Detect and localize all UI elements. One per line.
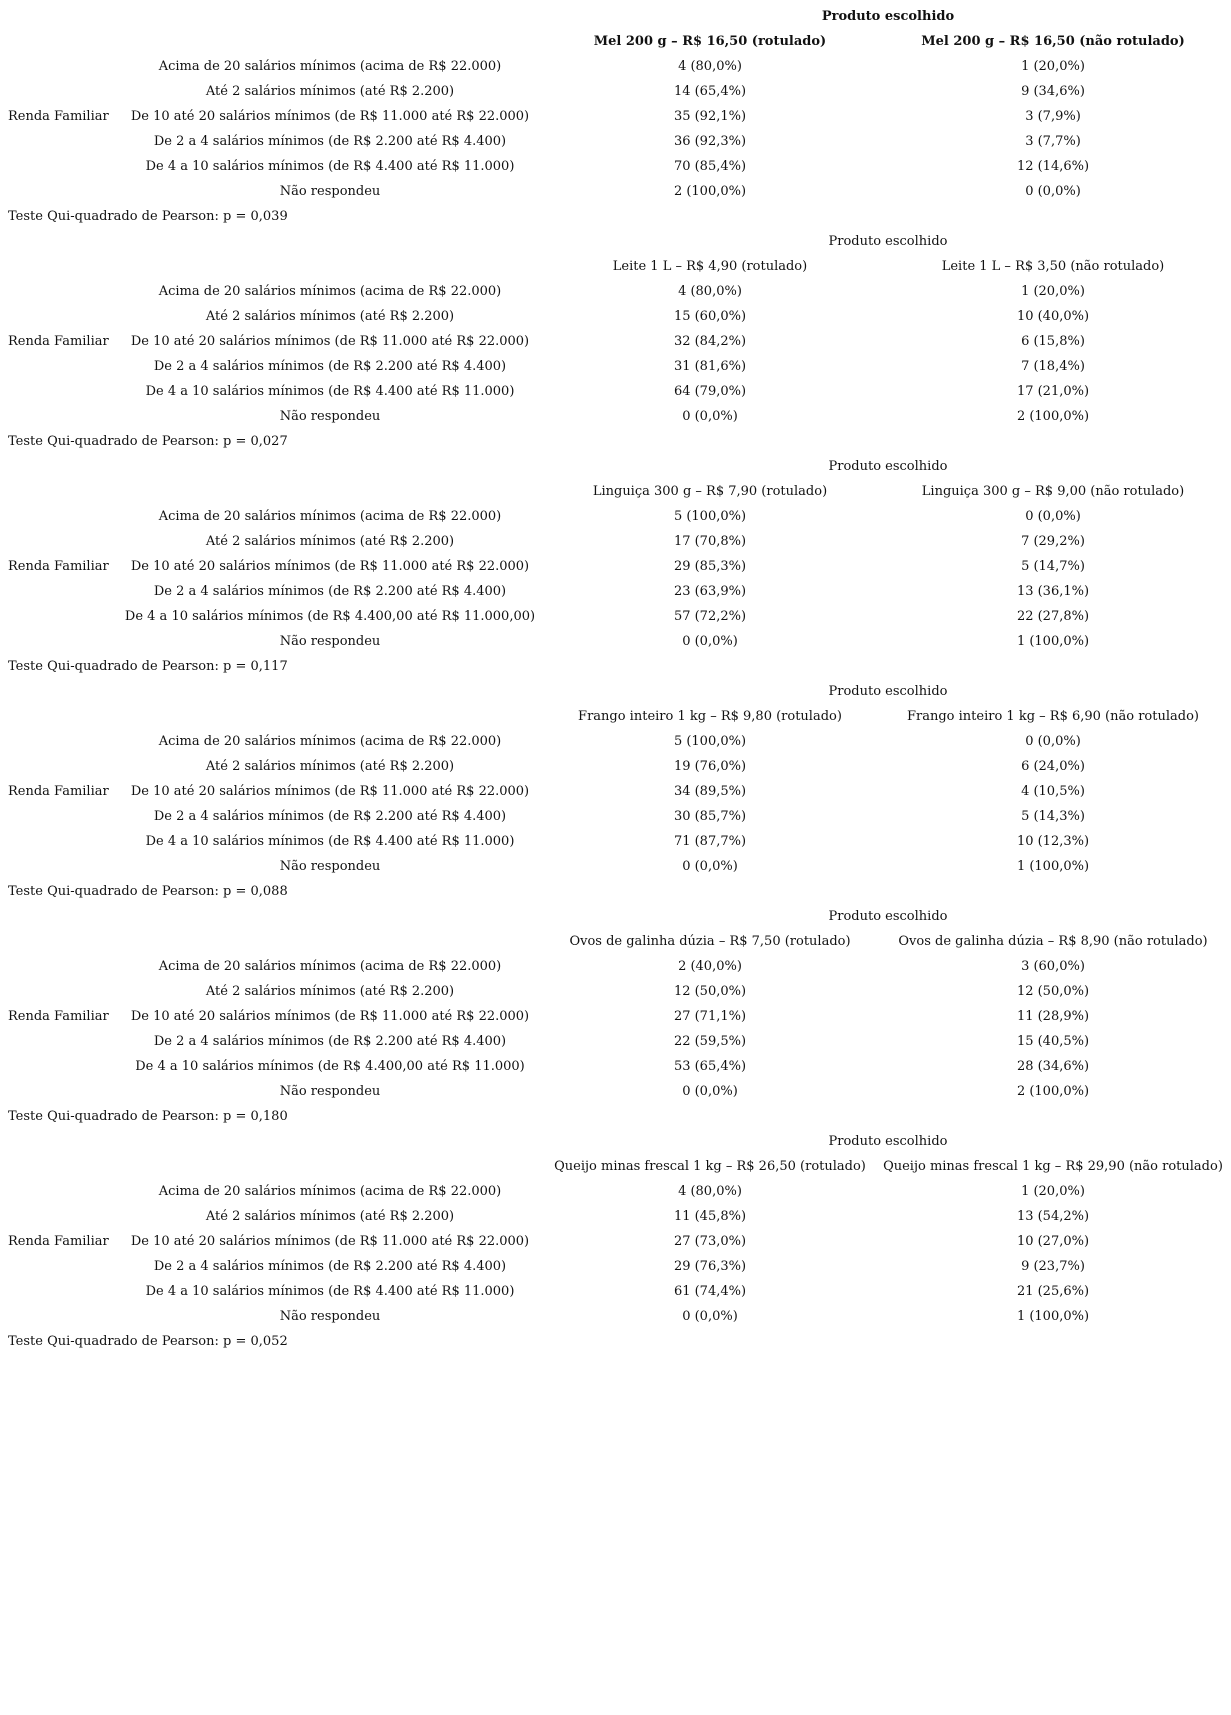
column-header-row [0,1154,1231,1179]
column-header-labeled: Frango inteiro 1 kg – R$ 9,80 (rotulado) [578,709,842,724]
cell-labeled: 57 (72,2%) [673,609,747,624]
cell-labeled: 23 (63,9%) [673,584,747,599]
cell-unlabeled: 12 (14,6%) [1016,159,1090,174]
table-row [0,979,1231,1004]
row-category: Até 2 salários mínimos (até R$ 2.200) [205,534,455,549]
row-category: Até 2 salários mínimos (até R$ 2.200) [205,984,455,999]
row-category: Não respondeu [279,634,381,649]
table-row [0,79,1231,104]
table-row [0,354,1231,379]
cell-labeled: 4 (80,0%) [678,1184,742,1199]
table-row [0,1204,1231,1229]
crosstab-table [0,679,1231,904]
crosstab-table [0,229,1231,454]
cell-labeled: 0 (0,0%) [682,634,738,649]
column-header-unlabeled: Frango inteiro 1 kg – R$ 6,90 (não rotulado) [907,709,1199,724]
table-row [0,1029,1231,1054]
crosstab-table [0,4,1231,229]
table-row [0,379,1231,404]
row-category: Até 2 salários mínimos (até R$ 2.200) [205,84,455,99]
column-header-unlabeled: Linguiça 300 g – R$ 9,00 (não rotulado) [921,484,1185,499]
cell-unlabeled: 1 (20,0%) [1021,1184,1085,1199]
row-category: De 2 a 4 salários mínimos (de R$ 2.200 até R$ 4.400) [153,134,507,149]
column-header-row [0,929,1231,954]
cell-unlabeled: 13 (54,2%) [1016,1209,1090,1224]
footnote-row [0,1104,1231,1129]
table-header-row [0,454,1231,479]
table-row [0,579,1231,604]
cell-labeled: 29 (85,3%) [673,559,747,574]
table-row [0,604,1231,629]
table-row [0,754,1231,779]
cell-labeled: 5 (100,0%) [673,509,747,524]
crosstab-table [0,454,1231,679]
column-header-labeled: Leite 1 L – R$ 4,90 (rotulado) [612,259,808,274]
column-header-unlabeled: Leite 1 L – R$ 3,50 (não rotulado) [941,259,1165,274]
cell-unlabeled: 7 (29,2%) [1021,534,1085,549]
table-header-row [0,229,1231,254]
row-category: Acima de 20 salários mínimos (acima de R$ 22.000) [158,284,502,299]
cell-unlabeled: 10 (27,0%) [1016,1234,1090,1249]
footnote-row [0,429,1231,454]
cell-labeled: 70 (85,4%) [673,159,747,174]
table-row [0,104,1231,129]
cell-labeled: 2 (40,0%) [678,959,742,974]
table-row [0,1079,1231,1104]
crosstab-table [0,1129,1231,1354]
cell-labeled: 71 (87,7%) [673,834,747,849]
table-row [0,1254,1231,1279]
cell-unlabeled: 12 (50,0%) [1016,984,1090,999]
cell-unlabeled: 17 (21,0%) [1016,384,1090,399]
cell-labeled: 4 (80,0%) [678,284,742,299]
chi-square-footnote: Teste Qui-quadrado de Pearson: p = 0,027 [8,434,288,449]
table-header: Produto escolhido [828,1134,948,1149]
table-header-row [0,1129,1231,1154]
row-category: De 10 até 20 salários mínimos (de R$ 11.000 até R$ 22.000) [130,1234,530,1249]
table-row [0,554,1231,579]
cell-unlabeled: 0 (0,0%) [1025,184,1081,199]
row-group-label: Renda Familiar [8,109,109,124]
table-row [0,829,1231,854]
cell-labeled: 14 (65,4%) [673,84,747,99]
table-header: Produto escolhido [828,909,948,924]
table-row [0,404,1231,429]
chi-square-footnote: Teste Qui-quadrado de Pearson: p = 0,088 [8,884,288,899]
cell-unlabeled: 1 (100,0%) [1016,859,1090,874]
cell-unlabeled: 7 (18,4%) [1021,359,1085,374]
column-header-unlabeled: Ovos de galinha dúzia – R$ 8,90 (não rotulado) [898,934,1208,949]
column-header-row [0,254,1231,279]
row-category: De 10 até 20 salários mínimos (de R$ 11.000 até R$ 22.000) [130,109,530,124]
cell-unlabeled: 2 (100,0%) [1016,409,1090,424]
column-header-row [0,704,1231,729]
cell-unlabeled: 3 (7,9%) [1025,109,1081,124]
column-header-labeled: Queijo minas frescal 1 kg – R$ 26,50 (rotulado) [554,1159,866,1174]
table-row [0,504,1231,529]
table-row [0,179,1231,204]
table-row [0,1004,1231,1029]
cell-labeled: 32 (84,2%) [673,334,747,349]
table-row [0,304,1231,329]
row-category: De 2 a 4 salários mínimos (de R$ 2.200 até R$ 4.400) [153,359,507,374]
cell-unlabeled: 3 (60,0%) [1021,959,1085,974]
cell-labeled: 61 (74,4%) [673,1284,747,1299]
table-row [0,129,1231,154]
row-category: Até 2 salários mínimos (até R$ 2.200) [205,759,455,774]
cell-unlabeled: 2 (100,0%) [1016,1084,1090,1099]
table-row [0,804,1231,829]
row-group-label: Renda Familiar [8,334,109,349]
table-row [0,729,1231,754]
cell-labeled: 12 (50,0%) [673,984,747,999]
footnote-row [0,204,1231,229]
cell-labeled: 27 (73,0%) [673,1234,747,1249]
table-row [0,1304,1231,1329]
footnote-row [0,1329,1231,1354]
row-category: De 4 a 10 salários mínimos (de R$ 4.400 até R$ 11.000) [145,384,515,399]
row-category: Acima de 20 salários mínimos (acima de R$ 22.000) [158,1184,502,1199]
cell-unlabeled: 5 (14,7%) [1021,559,1085,574]
row-category: De 4 a 10 salários mínimos (de R$ 4.400 até R$ 11.000) [145,834,515,849]
row-category: Acima de 20 salários mínimos (acima de R$ 22.000) [158,59,502,74]
table-row [0,1279,1231,1304]
row-category: Acima de 20 salários mínimos (acima de R$ 22.000) [158,734,502,749]
row-category: De 10 até 20 salários mínimos (de R$ 11.000 até R$ 22.000) [130,334,530,349]
cell-unlabeled: 28 (34,6%) [1016,1059,1090,1074]
table-row [0,779,1231,804]
cell-unlabeled: 4 (10,5%) [1021,784,1085,799]
row-category: De 4 a 10 salários mínimos (de R$ 4.400 até R$ 11.000) [145,1284,515,1299]
cell-labeled: 0 (0,0%) [682,1084,738,1099]
row-category: Até 2 salários mínimos (até R$ 2.200) [205,1209,455,1224]
row-category: De 2 a 4 salários mínimos (de R$ 2.200 até R$ 4.400) [153,809,507,824]
cell-labeled: 2 (100,0%) [673,184,747,199]
cell-labeled: 64 (79,0%) [673,384,747,399]
cell-labeled: 27 (71,1%) [673,1009,747,1024]
cell-labeled: 17 (70,8%) [673,534,747,549]
table-header-row [0,904,1231,929]
table-row [0,854,1231,879]
column-header-row [0,479,1231,504]
row-category: Não respondeu [279,184,381,199]
table-row [0,54,1231,79]
cell-labeled: 19 (76,0%) [673,759,747,774]
cell-labeled: 30 (85,7%) [673,809,747,824]
chi-square-footnote: Teste Qui-quadrado de Pearson: p = 0,039 [8,209,288,224]
cell-labeled: 34 (89,5%) [673,784,747,799]
table-header: Produto escolhido [828,684,948,699]
table-row [0,1179,1231,1204]
chi-square-footnote: Teste Qui-quadrado de Pearson: p = 0,117 [8,659,288,674]
cell-unlabeled: 1 (20,0%) [1021,284,1085,299]
row-group-label: Renda Familiar [8,1009,109,1024]
cell-unlabeled: 10 (40,0%) [1016,309,1090,324]
cell-labeled: 53 (65,4%) [673,1059,747,1074]
row-category: De 2 a 4 salários mínimos (de R$ 2.200 até R$ 4.400) [153,584,507,599]
cell-unlabeled: 9 (23,7%) [1021,1259,1085,1274]
cell-unlabeled: 1 (100,0%) [1016,1309,1090,1324]
row-category: De 10 até 20 salários mínimos (de R$ 11.000 até R$ 22.000) [130,784,530,799]
table-row [0,529,1231,554]
row-category: De 2 a 4 salários mínimos (de R$ 2.200 até R$ 4.400) [153,1259,507,1274]
row-group-label: Renda Familiar [8,559,109,574]
cell-unlabeled: 6 (24,0%) [1021,759,1085,774]
cell-unlabeled: 21 (25,6%) [1016,1284,1090,1299]
table-header: Produto escolhido [828,234,948,249]
cell-labeled: 0 (0,0%) [682,409,738,424]
cell-unlabeled: 0 (0,0%) [1025,734,1081,749]
row-group-label: Renda Familiar [8,1234,109,1249]
cell-unlabeled: 0 (0,0%) [1025,509,1081,524]
cell-unlabeled: 1 (20,0%) [1021,59,1085,74]
chi-square-footnote: Teste Qui-quadrado de Pearson: p = 0,180 [8,1109,288,1124]
cell-labeled: 0 (0,0%) [682,1309,738,1324]
footnote-row [0,654,1231,679]
cell-labeled: 22 (59,5%) [673,1034,747,1049]
row-category: Até 2 salários mínimos (até R$ 2.200) [205,309,455,324]
cell-labeled: 31 (81,6%) [673,359,747,374]
row-category: Não respondeu [279,409,381,424]
crosstab-document [0,4,1231,1354]
table-header-row [0,679,1231,704]
cell-labeled: 4 (80,0%) [678,59,742,74]
cell-unlabeled: 13 (36,1%) [1016,584,1090,599]
row-category: De 10 até 20 salários mínimos (de R$ 11.000 até R$ 22.000) [130,559,530,574]
cell-unlabeled: 15 (40,5%) [1016,1034,1090,1049]
cell-unlabeled: 3 (7,7%) [1025,134,1081,149]
row-category: Não respondeu [279,859,381,874]
column-header-unlabeled: Queijo minas frescal 1 kg – R$ 29,90 (não rotulado) [883,1159,1223,1174]
cell-labeled: 5 (100,0%) [673,734,747,749]
row-category: De 2 a 4 salários mínimos (de R$ 2.200 até R$ 4.400) [153,1034,507,1049]
table-header: Produto escolhido [821,9,955,24]
cell-unlabeled: 6 (15,8%) [1021,334,1085,349]
footnote-row [0,879,1231,904]
table-row [0,629,1231,654]
row-category: De 4 a 10 salários mínimos (de R$ 4.400 até R$ 11.000) [145,159,515,174]
cell-labeled: 15 (60,0%) [673,309,747,324]
cell-unlabeled: 10 (12,3%) [1016,834,1090,849]
column-header-row [0,29,1231,54]
table-header: Produto escolhido [828,459,948,474]
cell-unlabeled: 22 (27,8%) [1016,609,1090,624]
column-header-unlabeled: Mel 200 g – R$ 16,50 (não rotulado) [921,34,1185,49]
column-header-labeled: Ovos de galinha dúzia – R$ 7,50 (rotulado) [569,934,851,949]
cell-unlabeled: 11 (28,9%) [1016,1009,1090,1024]
row-category: Não respondeu [279,1309,381,1324]
row-category: Não respondeu [279,1084,381,1099]
cell-labeled: 11 (45,8%) [673,1209,747,1224]
cell-unlabeled: 1 (100,0%) [1016,634,1090,649]
cell-unlabeled: 5 (14,3%) [1021,809,1085,824]
column-header-labeled: Mel 200 g – R$ 16,50 (rotulado) [593,34,827,49]
cell-unlabeled: 9 (34,6%) [1021,84,1085,99]
row-category: De 4 a 10 salários mínimos (de R$ 4.400,00 até R$ 11.000) [135,1059,525,1074]
row-group-label: Renda Familiar [8,784,109,799]
table-header-row [0,4,1231,29]
cell-labeled: 36 (92,3%) [673,134,747,149]
table-row [0,279,1231,304]
row-category: De 10 até 20 salários mínimos (de R$ 11.000 até R$ 22.000) [130,1009,530,1024]
row-category: Acima de 20 salários mínimos (acima de R$ 22.000) [158,959,502,974]
table-row [0,329,1231,354]
crosstab-table [0,904,1231,1129]
table-row [0,154,1231,179]
row-category: De 4 a 10 salários mínimos (de R$ 4.400,00 até R$ 11.000,00) [124,609,536,624]
cell-labeled: 0 (0,0%) [682,859,738,874]
column-header-labeled: Linguiça 300 g – R$ 7,90 (rotulado) [592,484,828,499]
chi-square-footnote: Teste Qui-quadrado de Pearson: p = 0,052 [8,1334,288,1349]
table-row [0,1229,1231,1254]
cell-labeled: 29 (76,3%) [673,1259,747,1274]
table-row [0,1054,1231,1079]
row-category: Acima de 20 salários mínimos (acima de R$ 22.000) [158,509,502,524]
cell-labeled: 35 (92,1%) [673,109,747,124]
table-row [0,954,1231,979]
